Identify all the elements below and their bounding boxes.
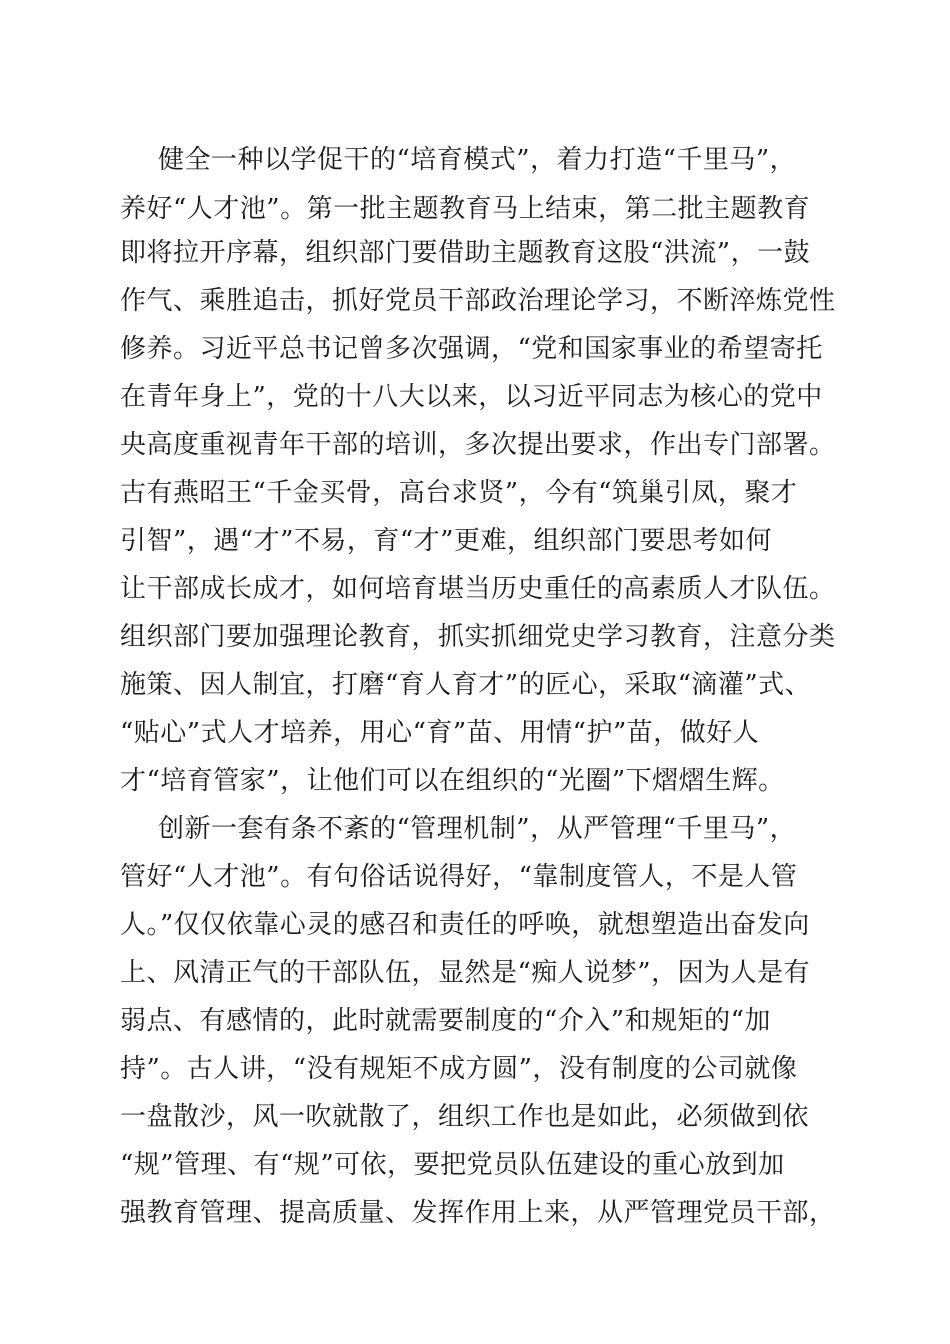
paragraph-1-line-14: 才“培育管家”，让他们可以在组织的“光圈”下熠熠生辉。 xyxy=(120,766,785,796)
paragraph-2-line-2: 管好“人才池”。有句俗话说得好，“靠制度管人，不是人管 xyxy=(120,862,798,892)
paragraph-1-line-12: 施策、因人制宜，打磨“育人育才”的匠心，采取“滴灌”式、 xyxy=(120,670,812,700)
paragraph-1-line-5: 修养。习近平总书记曾多次强调，“党和国家事业的希望寄托 xyxy=(120,334,823,364)
paragraph-2-line-7: 一盘散沙，风一吹就散了，组织工作也是如此，必须做到依 xyxy=(120,1102,810,1132)
paragraph-1-line-2: 养好“人才池”。第一批主题教育马上结束，第二批主题教育 xyxy=(120,194,811,224)
paragraph-1-line-7: 央高度重视青年干部的培训，多次提出要求，作出专门部署。 xyxy=(120,430,836,460)
paragraph-2-line-8: “规”管理、有“规”可依，要把党员队伍建设的重心放到加 xyxy=(120,1150,785,1180)
paragraph-2-line-9: 强教育管理、提高质量、发挥作用上来，从严管理党员干部， xyxy=(120,1198,836,1228)
paragraph-2-line-1: 创新一套有条不紊的“管理机制”，从严管理“千里马”， xyxy=(158,814,797,844)
paragraph-1-line-10: 让干部成长成才，如何培育堪当历史重任的高素质人才队伍。 xyxy=(120,574,836,604)
paragraph-1-line-6: 在青年身上”，党的十八大以来，以习近平同志为核心的党中 xyxy=(120,382,823,412)
paragraph-2-line-6: 持”。古人讲，“没有规矩不成方圆”，没有制度的公司就像 xyxy=(120,1054,798,1084)
paragraph-1-line-1: 健全一种以学促干的“培育模式”，着力打造“千里马”， xyxy=(158,145,797,175)
paragraph-1-line-4: 作气、乘胜追击，抓好党员干部政治理论学习，不断淬炼党性 xyxy=(120,286,836,316)
paragraph-1-line-8: 古有燕昭王“千金买骨，高台求贤”，今有“筑巢引凤，聚才 xyxy=(120,478,798,508)
paragraph-1-line-13: “贴心”式人才培养，用心“育”苗、用情“护”苗，做好人 xyxy=(120,718,760,748)
paragraph-2-line-3: 人。”仅仅依靠心灵的感召和责任的呼唤，就想塑造出奋发向 xyxy=(120,910,810,940)
paragraph-1-line-11: 组织部门要加强理论教育，抓实抓细党史学习教育，注意分类 xyxy=(120,622,836,652)
paragraph-1-line-9: 引智”，遇“才”不易，育“才”更难，组织部门要思考如何 xyxy=(120,526,772,556)
paragraph-2-line-4: 上、风清正气的干部队伍，显然是“痴人说梦”，因为人是有 xyxy=(120,958,811,988)
paragraph-2-line-5: 弱点、有感情的，此时就需要制度的“介入”和规矩的“加 xyxy=(120,1006,771,1036)
paragraph-1-line-3: 即将拉开序幕，组织部门要借助主题教育这股“洪流”，一鼓 xyxy=(120,238,811,268)
